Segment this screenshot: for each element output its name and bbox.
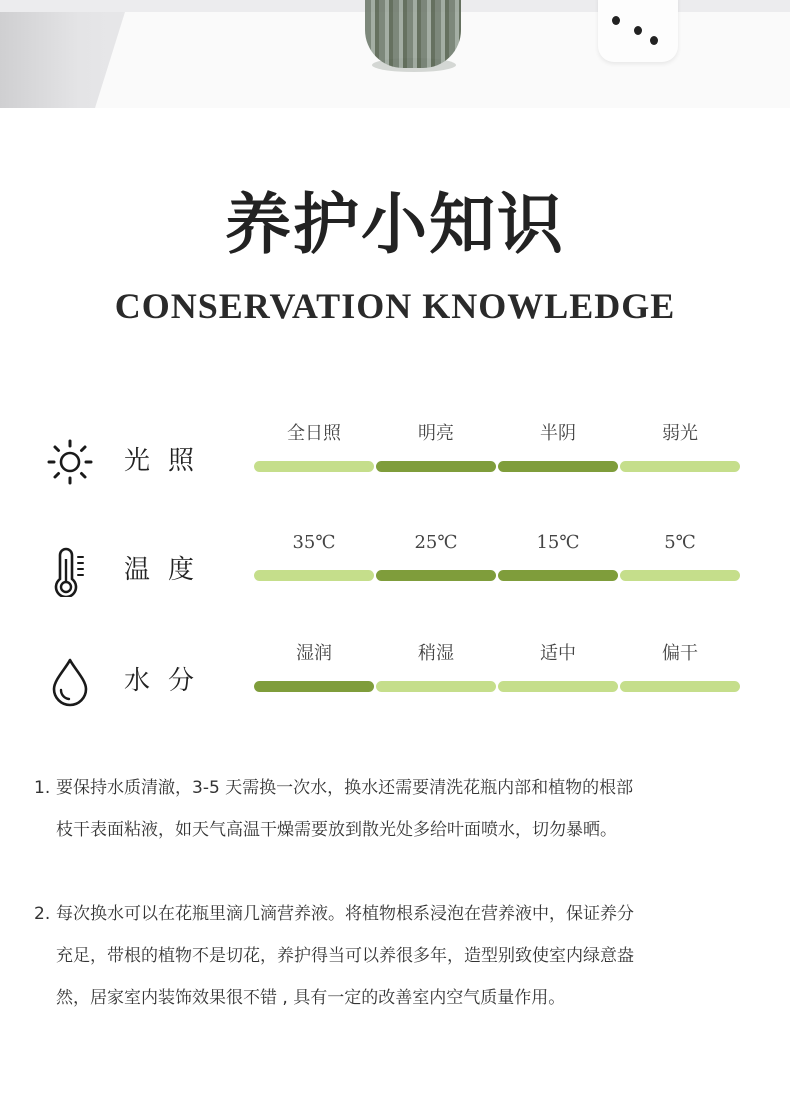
light-level-3	[498, 414, 618, 474]
level-label: 弱光	[662, 423, 698, 444]
level-label: 湿润	[296, 643, 332, 664]
level-bar-recommended	[376, 461, 496, 472]
care-tip-2	[34, 893, 764, 1019]
care-row-temperature	[0, 523, 790, 613]
water-scale	[254, 634, 740, 694]
care-row-light	[0, 414, 790, 504]
level-label: 全日照	[287, 423, 341, 444]
product-photo	[0, 0, 790, 108]
level-label: 明亮	[418, 423, 454, 444]
glass-vase	[365, 0, 461, 68]
tip-line: 要保持水质清澈，3-5 天需换一次水，换水还需要清洗花瓶内部和植物的根部	[56, 778, 634, 798]
level-bar-recommended	[498, 570, 618, 581]
cup-dot	[612, 16, 620, 25]
tip-line: 每次换水可以在花瓶里滴几滴营养液。将植物根系浸泡在营养液中，保证养分	[56, 904, 634, 924]
level-label: 适中	[540, 643, 576, 664]
tip-line: 充足，带根的植物不是切花，养护得当可以养很多年，造型别致使室内绿意盎	[56, 946, 634, 966]
temperature-level-1	[254, 523, 374, 583]
level-bar	[376, 681, 496, 692]
level-label: 35℃	[292, 532, 336, 553]
water-level-2	[376, 634, 496, 694]
level-label: 半阴	[540, 423, 576, 444]
care-tip-1	[34, 767, 764, 851]
temperature-level-4	[620, 523, 740, 583]
water-drop-icon	[44, 656, 96, 708]
level-bar	[498, 681, 618, 692]
care-row-water	[0, 634, 790, 724]
tip-line: 枝干表面粘液，如天气高温干燥需要放到散光处多给叶面喷水，切勿暴晒。	[56, 820, 617, 840]
level-bar	[620, 570, 740, 581]
thermometer-icon	[44, 545, 96, 597]
light-scale	[254, 414, 740, 474]
care-label-water: 水分	[124, 666, 213, 696]
page-subtitle: CONSERVATION KNOWLEDGE	[114, 286, 676, 326]
cup-dot	[634, 26, 642, 35]
level-label: 稍湿	[418, 643, 454, 664]
light-level-2	[376, 414, 496, 474]
temperature-scale	[254, 523, 740, 583]
page-title: 养护小知识	[225, 185, 565, 263]
level-bar	[620, 461, 740, 472]
level-label: 15℃	[536, 532, 580, 553]
level-bar	[254, 570, 374, 581]
light-level-4	[620, 414, 740, 474]
sun-icon	[44, 436, 96, 488]
level-label: 偏干	[662, 643, 698, 664]
white-cup	[598, 0, 678, 62]
tip-number: 2.	[34, 904, 51, 924]
level-label: 25℃	[414, 532, 458, 553]
level-bar-recommended	[498, 461, 618, 472]
temperature-level-2	[376, 523, 496, 583]
water-level-4	[620, 634, 740, 694]
care-label-temperature: 温度	[124, 555, 213, 585]
care-label-light: 光照	[124, 446, 213, 476]
level-label: 5℃	[664, 532, 696, 553]
water-level-1	[254, 634, 374, 694]
tip-number: 1.	[34, 778, 51, 798]
level-bar	[620, 681, 740, 692]
water-level-3	[498, 634, 618, 694]
tip-line: 然，居家室内装饰效果很不错 , 具有一定的改善室内空气质量作用。	[56, 988, 566, 1008]
cup-dot	[650, 36, 658, 45]
level-bar-recommended	[254, 681, 374, 692]
temperature-level-3	[498, 523, 618, 583]
light-level-1	[254, 414, 374, 474]
level-bar-recommended	[376, 570, 496, 581]
level-bar	[254, 461, 374, 472]
